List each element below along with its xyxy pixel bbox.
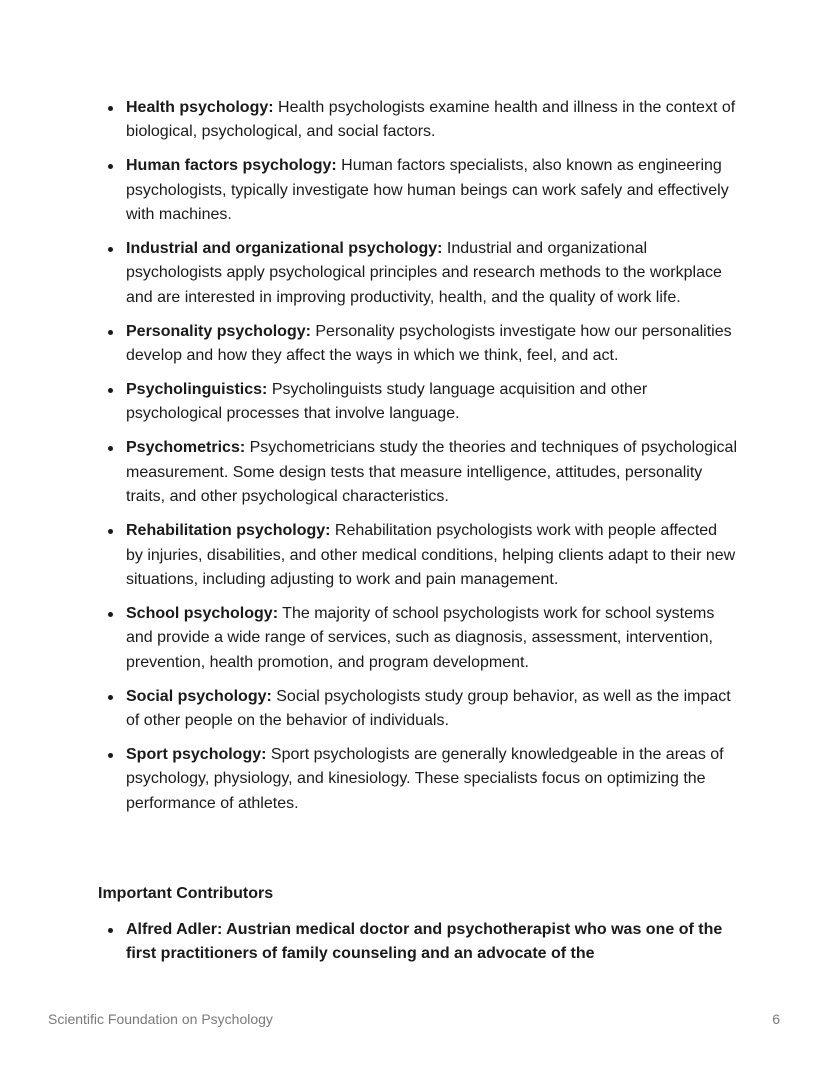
field-description: Personality psychologists investigate how our personalities develop and how they affect the ways in which we think, feel, and act. xyxy=(126,322,732,365)
list-item xyxy=(98,96,738,145)
list-item xyxy=(98,602,738,675)
list-item: Alfred Adler: Austrian medical doctor and psychotherapist who was one of the first practitioners of family counseling and an advocate of the xyxy=(98,918,738,967)
field-term: Industrial and organizational psychology: xyxy=(126,240,443,258)
page-number: 6 xyxy=(772,1011,780,1027)
field-description: Human factors specialists, also known as engineering psychologists, typically investigate how human beings can work safely and effectively with machines. xyxy=(126,157,729,224)
field-description: Psycholinguists study language acquisition and other psychological processes that involve language. xyxy=(126,381,648,423)
field-term: School psychology: xyxy=(126,604,279,622)
contributors-heading: Important Contributors xyxy=(98,885,274,902)
field-description: Health psychologists examine health and illness in the context of biological, psychological, and social factors. xyxy=(126,99,736,141)
field-description: Psychometricians study the theories and techniques of psychological measurement. Some design tests that measure intelligence, attitudes, personality traits, and other psychological characteristics. xyxy=(126,439,737,506)
footer-title: Scientific Foundation on Psychology xyxy=(48,1011,273,1027)
field-description: Social psychologists study group behavior, as well as the impact of other people on the behavior of individuals. xyxy=(126,687,731,729)
field-description: Industrial and organizational psychologists apply psychological principles and research methods to the workplace and are interested in improving productivity, health, and the quality of work life. xyxy=(126,240,722,306)
contributors-list xyxy=(98,918,738,967)
list-item xyxy=(98,154,738,227)
field-description: Sport psychologists are generally knowledgeable in the areas of psychology, physiology, and kinesiology. These specialists focus on optimizing the performance of athletes. xyxy=(126,745,724,812)
list-item xyxy=(98,320,738,369)
field-term: Rehabilitation psychology: xyxy=(126,522,331,540)
field-term: Human factors psychology: xyxy=(126,157,337,175)
document-body xyxy=(98,96,738,826)
list-item xyxy=(98,378,738,427)
field-term: Psychometrics: xyxy=(126,439,246,457)
psychology-fields-list xyxy=(98,96,738,816)
list-item xyxy=(98,436,738,509)
field-term: Health psychology: xyxy=(126,99,274,116)
list-item xyxy=(98,743,738,816)
list-item xyxy=(98,237,738,310)
field-description: The majority of school psychologists work for school systems and provide a wide range of services, such as diagnosis, assessment, intervention, prevention, health promotion, and program development. xyxy=(126,604,715,671)
field-term: Psycholinguistics: xyxy=(126,381,268,399)
list-item xyxy=(98,685,738,734)
field-term: Personality psychology: xyxy=(126,322,311,340)
field-term: Sport psychology: xyxy=(126,745,267,763)
field-description: Rehabilitation psychologists work with people affected by injuries, disabilities, and other medical conditions, helping clients adapt to their new situations, including adjusting to work and pain management. xyxy=(126,522,736,588)
field-term: Social psychology: xyxy=(126,687,272,705)
list-item xyxy=(98,519,738,592)
